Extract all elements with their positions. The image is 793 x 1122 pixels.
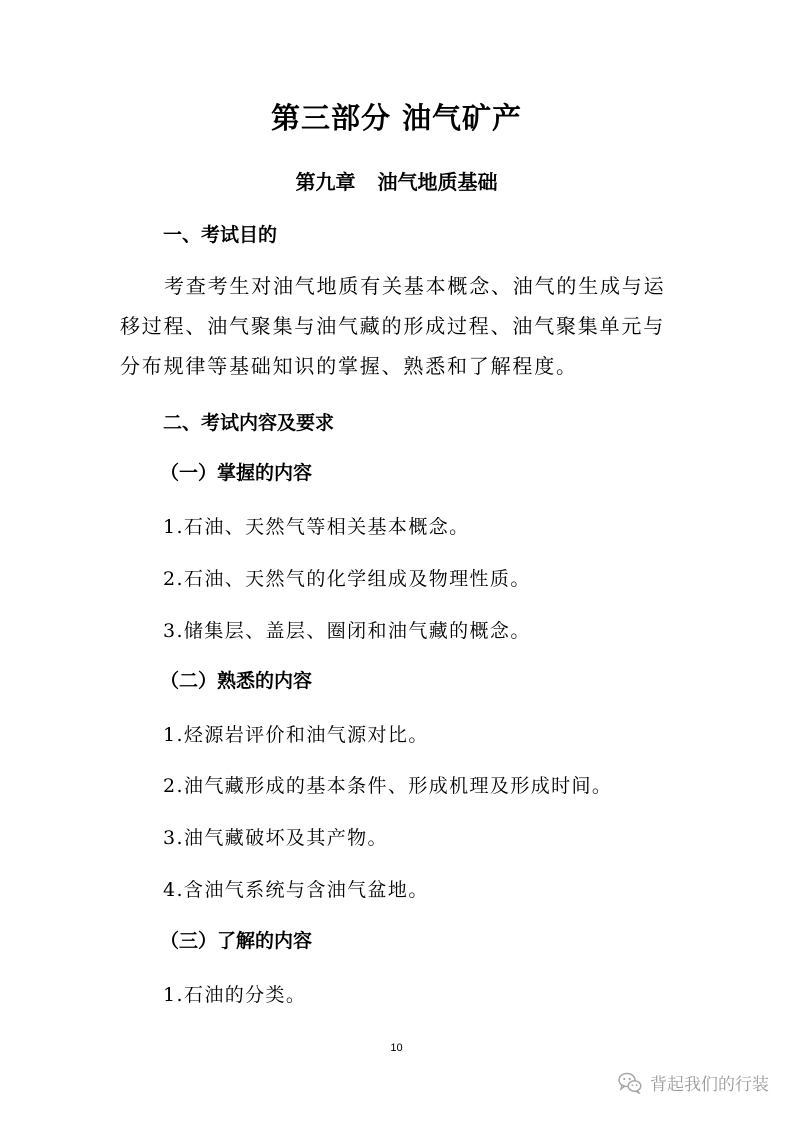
wechat-icon: [618, 1072, 642, 1094]
chapter-title: [0, 166, 793, 195]
list-item: 1.石油、天然气等相关基本概念。: [163, 516, 470, 538]
subheading-familiar: （二）熟悉的内容: [160, 670, 313, 692]
chapter-number: 第九章: [295, 170, 356, 194]
list-item: 2.油气藏形成的基本条件、形成机理及形成时间。: [163, 775, 613, 797]
chapter-name: 油气地质基础: [377, 170, 498, 194]
list-item: 1.烃源岩评价和油气源对比。: [163, 724, 429, 746]
list-item: 4.含油气系统与含油气盆地。: [163, 879, 429, 901]
section-heading-exam-purpose: 一、考试目的: [163, 224, 278, 246]
watermark: [618, 1070, 769, 1095]
subheading-understand: （三）了解的内容: [160, 930, 313, 952]
list-item: 3.油气藏破坏及其产物。: [163, 827, 388, 849]
page-number: 10: [390, 1042, 403, 1054]
section-heading-exam-content: 二、考试内容及要求: [163, 412, 335, 434]
part-title: 第三部分 油气矿产: [270, 101, 523, 135]
watermark-text: 背起我们的行装: [650, 1075, 769, 1095]
subheading-master: （一）掌握的内容: [160, 462, 313, 484]
list-item: 3.储集层、盖层、圈闭和油气藏的概念。: [163, 620, 531, 642]
exam-purpose-paragraph: 考查考生对油气地质有关基本概念、油气的生成与运移过程、油气聚集与油气藏的形成过程、油气聚集单元与分布规律等基础知识的掌握、熟悉和了解程度。: [120, 274, 666, 378]
list-item: 2.石油、天然气的化学组成及物理性质。: [163, 568, 531, 590]
list-item: 1.石油的分类。: [163, 984, 307, 1006]
